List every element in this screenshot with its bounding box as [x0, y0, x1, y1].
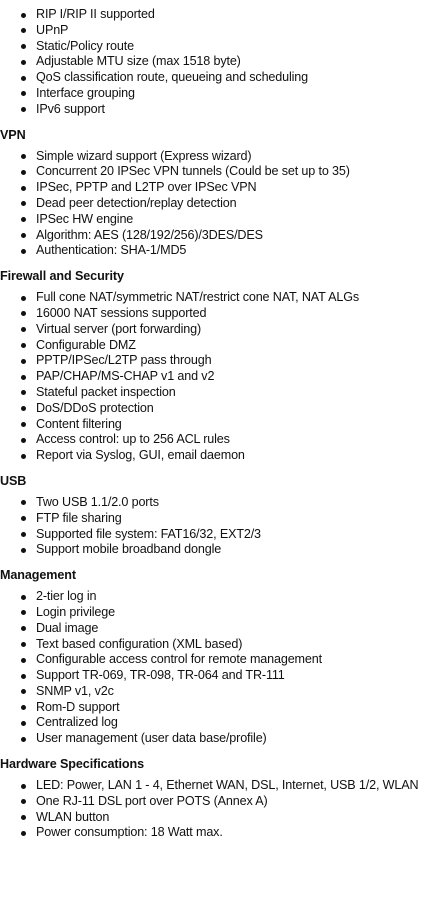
list-item: RIP I/RIP II supported	[0, 7, 443, 23]
list-item: Full cone NAT/symmetric NAT/restrict cone NAT, NAT ALGs	[0, 290, 443, 306]
bullet-icon	[21, 658, 26, 663]
section-hardware-specifications	[0, 756, 443, 841]
list-item: Text based configuration (XML based)	[0, 637, 443, 653]
bullet-icon	[21, 186, 26, 191]
list-item: SNMP v1, v2c	[0, 684, 443, 700]
list-item: WLAN button	[0, 810, 443, 826]
bullet-icon	[21, 721, 26, 726]
bullet-icon	[21, 516, 26, 521]
bullet-icon	[21, 249, 26, 254]
section-list	[0, 778, 443, 841]
section-heading: Hardware Specifications	[0, 757, 144, 772]
section-list	[0, 495, 443, 558]
list-item: Support mobile broadband dongle	[0, 542, 443, 558]
section-list	[0, 149, 443, 260]
list-item: Simple wizard support (Express wizard)	[0, 149, 443, 165]
bullet-icon	[21, 359, 26, 364]
section-heading: Management	[0, 568, 76, 583]
bullet-icon	[21, 44, 26, 49]
list-item: Virtual server (port forwarding)	[0, 322, 443, 338]
list-item: Report via Syslog, GUI, email daemon	[0, 448, 443, 464]
bullet-icon	[21, 595, 26, 600]
bullet-icon	[21, 831, 26, 836]
section-firewall-security	[0, 268, 443, 464]
list-item: LED: Power, LAN 1 - 4, Ethernet WAN, DSL, Internet, USB 1/2, WLAN	[0, 778, 443, 794]
list-item: UPnP	[0, 23, 443, 39]
list-item: One RJ-11 DSL port over POTS (Annex A)	[0, 794, 443, 810]
section-list	[0, 589, 443, 747]
list-item: IPv6 support	[0, 102, 443, 118]
bullet-icon	[21, 815, 26, 820]
bullet-icon	[21, 60, 26, 65]
bullet-icon	[21, 201, 26, 206]
list-item: Login privilege	[0, 605, 443, 621]
bullet-icon	[21, 737, 26, 742]
bullet-icon	[21, 327, 26, 332]
section-heading: VPN	[0, 127, 26, 142]
list-item: IPSec, PPTP and L2TP over IPSec VPN	[0, 180, 443, 196]
list-item: Centralized log	[0, 715, 443, 731]
bullet-icon	[21, 217, 26, 222]
bullet-icon	[21, 375, 26, 380]
list-item: Dual image	[0, 621, 443, 637]
list-item: Algorithm: AES (128/192/256)/3DES/DES	[0, 228, 443, 244]
list-item: FTP file sharing	[0, 511, 443, 527]
bullet-icon	[21, 76, 26, 81]
bullet-icon	[21, 548, 26, 553]
bullet-icon	[21, 343, 26, 348]
bullet-icon	[21, 532, 26, 537]
list-item: Configurable access control for remote management	[0, 652, 443, 668]
list-item: IPSec HW engine	[0, 212, 443, 228]
list-item: Adjustable MTU size (max 1518 byte)	[0, 54, 443, 70]
list-item: 16000 NAT sessions supported	[0, 306, 443, 322]
bullet-icon	[21, 107, 26, 112]
bullet-icon	[21, 784, 26, 789]
bullet-icon	[21, 311, 26, 316]
section-heading: Firewall and Security	[0, 269, 124, 284]
list-item: Static/Policy route	[0, 39, 443, 55]
section-list	[0, 290, 443, 464]
bullet-icon	[21, 233, 26, 238]
bullet-icon	[21, 296, 26, 301]
list-item: 2-tier log in	[0, 589, 443, 605]
list-item: PPTP/IPSec/L2TP pass through	[0, 353, 443, 369]
list-item: PAP/CHAP/MS-CHAP v1 and v2	[0, 369, 443, 385]
list-item: Configurable DMZ	[0, 338, 443, 354]
list-item: Rom-D support	[0, 700, 443, 716]
list-item: User management (user data base/profile)	[0, 731, 443, 747]
bullet-icon	[21, 689, 26, 694]
list-item: Authentication: SHA-1/MD5	[0, 243, 443, 259]
bullet-icon	[21, 454, 26, 459]
list-item: Interface grouping	[0, 86, 443, 102]
bullet-icon	[21, 422, 26, 427]
bullet-icon	[21, 406, 26, 411]
list-item: Power consumption: 18 Watt max.	[0, 825, 443, 841]
bullet-icon	[21, 154, 26, 159]
list-item: QoS classification route, queueing and scheduling	[0, 70, 443, 86]
bullet-icon	[21, 610, 26, 615]
section-heading: USB	[0, 473, 27, 488]
list-item: Stateful packet inspection	[0, 385, 443, 401]
bullet-icon	[21, 705, 26, 710]
bullet-icon	[21, 642, 26, 647]
list-item: DoS/DDoS protection	[0, 401, 443, 417]
list-item: Access control: up to 256 ACL rules	[0, 432, 443, 448]
bullet-icon	[21, 28, 26, 33]
intro-feature-list	[0, 7, 443, 118]
section-usb	[0, 473, 443, 558]
list-item: Support TR-069, TR-098, TR-064 and TR-111	[0, 668, 443, 684]
list-item: Content filtering	[0, 417, 443, 433]
list-item: Concurrent 20 IPSec VPN tunnels (Could be set up to 35)	[0, 164, 443, 180]
bullet-icon	[21, 626, 26, 631]
section-vpn	[0, 127, 443, 260]
list-item: Dead peer detection/replay detection	[0, 196, 443, 212]
bullet-icon	[21, 390, 26, 395]
section-management	[0, 567, 443, 747]
bullet-icon	[21, 799, 26, 804]
list-item: Supported file system: FAT16/32, EXT2/3	[0, 527, 443, 543]
bullet-icon	[21, 674, 26, 679]
bullet-icon	[21, 13, 26, 18]
bullet-icon	[21, 170, 26, 175]
bullet-icon	[21, 91, 26, 96]
list-item: Two USB 1.1/2.0 ports	[0, 495, 443, 511]
bullet-icon	[21, 500, 26, 505]
bullet-icon	[21, 438, 26, 443]
